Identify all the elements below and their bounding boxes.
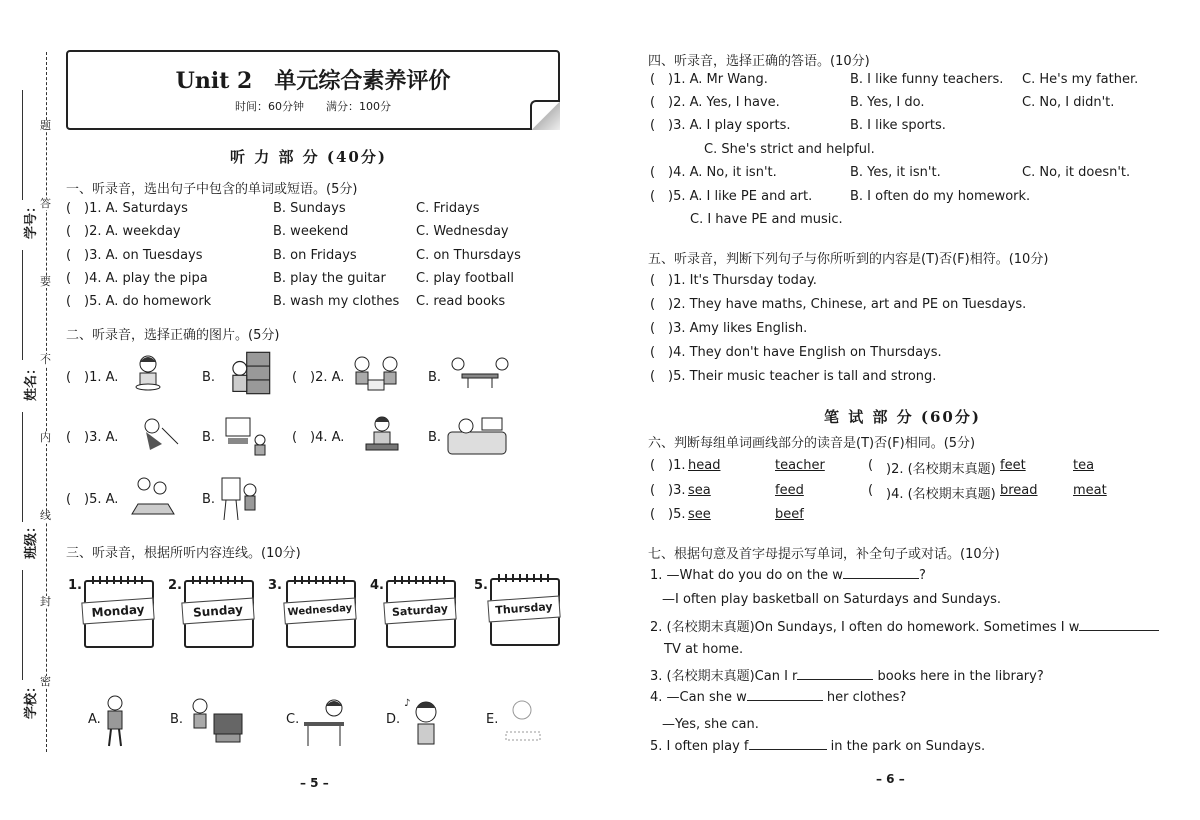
- s6-q3-w1: sea: [688, 483, 711, 498]
- section-1-title: 一、听录音，选出句子中包含的单词或短语。(5分): [66, 182, 358, 197]
- s4-paren[interactable]: (: [650, 118, 656, 133]
- s2-q2-b: B.: [428, 370, 442, 385]
- s5-q5: )5. Their music teacher is tall and strong.: [668, 369, 937, 384]
- boy-eating-picture: [128, 352, 168, 392]
- section-4-title: 四、听录音，选择正确的答语。(10分): [648, 54, 870, 69]
- s1-paren[interactable]: (: [66, 224, 72, 239]
- s2-q4-a: )4. A.: [310, 430, 345, 445]
- boy-bookshelf-picture: [226, 350, 272, 396]
- exam-info: 时间：60分钟 满分：100分: [235, 100, 391, 113]
- calendar-label: Sunday: [181, 598, 254, 625]
- s2-q1-a: )1. A.: [84, 370, 119, 385]
- calendar-wednesday: [286, 580, 356, 648]
- s6-q1-w2: teacher: [775, 458, 825, 473]
- calendar-label: Thursday: [487, 596, 560, 623]
- school-label: 学校：: [24, 679, 40, 720]
- binding-char: 内: [40, 431, 51, 444]
- name-line[interactable]: [22, 250, 23, 360]
- s3-letter: C.: [286, 712, 300, 727]
- s4-q5-b: B. I often do my homework.: [850, 189, 1031, 204]
- s4-q2-a: )2. A. Yes, I have.: [668, 95, 780, 110]
- cleaning-picture: [136, 414, 182, 454]
- family-picnic-picture: [128, 474, 178, 520]
- s7-q3-end: books here in the library?: [873, 669, 1044, 684]
- s4-q5-a: )5. A. I like PE and art.: [668, 189, 813, 204]
- s3-num: 2.: [168, 578, 182, 593]
- s4-q3-b: B. I like sports.: [850, 118, 946, 133]
- s1-q2: )2. A. weekday: [84, 224, 181, 239]
- s2-q3-a: )3. A.: [84, 430, 119, 445]
- s6-q4-w1: bread: [1000, 483, 1038, 498]
- s5-q2: )2. They have maths, Chinese, art and PE on Tuesdays.: [668, 297, 1027, 312]
- s7-q1: [650, 568, 926, 583]
- s6-q4-num: )4. (名校期末真题): [886, 487, 996, 502]
- page-number-left: – 5 –: [300, 776, 329, 790]
- page-number-right: – 6 –: [876, 772, 905, 786]
- s5-paren[interactable]: (: [650, 273, 656, 288]
- class-label: 班级：: [24, 519, 40, 560]
- s2-q1-b: B.: [202, 370, 216, 385]
- calendar-saturday: [386, 580, 456, 648]
- s1-q3: )3. A. on Tuesdays: [84, 248, 203, 263]
- s5-paren[interactable]: (: [650, 369, 656, 384]
- s5-paren[interactable]: (: [650, 345, 656, 360]
- s2-q2-a: )2. A.: [310, 370, 345, 385]
- s4-q3-c: C. She's strict and helpful.: [704, 142, 875, 157]
- s7-q4-blank[interactable]: [747, 700, 823, 701]
- s1-q1-b: B. Sundays: [273, 201, 346, 216]
- s6-q5-w2: beef: [775, 507, 804, 522]
- s5-paren[interactable]: (: [650, 321, 656, 336]
- girl-singing-picture: [400, 694, 450, 750]
- girl-sofa-picture: [446, 414, 508, 458]
- s5-q3: )3. Amy likes English.: [668, 321, 808, 336]
- s1-q2-c: C. Wednesday: [416, 224, 509, 239]
- s6-paren[interactable]: (: [650, 483, 656, 498]
- s1-q4-c: C. play football: [416, 271, 515, 286]
- binding-char: 密: [40, 675, 51, 688]
- s4-q1-b: B. I like funny teachers.: [850, 72, 1004, 87]
- s6-paren[interactable]: (: [650, 458, 656, 473]
- boy-desk-picture: [302, 696, 356, 748]
- unit-title: Unit 2 单元综合素养评价: [175, 68, 451, 94]
- s6-q2-w1: feet: [1000, 458, 1026, 473]
- s7-q2-text: 2. (名校期末真题)On Sundays, I often do homework. Sometimes I w: [650, 620, 1080, 635]
- section-5-title: 五、听录音，判断下列句子与你所听到的内容是(T)否(F)相符。(10分): [648, 252, 1049, 267]
- s4-paren[interactable]: (: [650, 165, 656, 180]
- ping-pong-picture: [448, 352, 512, 392]
- s4-q4-b: B. Yes, it isn't.: [850, 165, 941, 180]
- s4-q3-a: )3. A. I play sports.: [668, 118, 791, 133]
- s3-letter: B.: [170, 712, 184, 727]
- student-id-label: 学号：: [24, 199, 40, 240]
- s1-paren[interactable]: (: [66, 271, 72, 286]
- s2-paren[interactable]: (: [292, 370, 298, 385]
- s6-q2-w2: tea: [1073, 458, 1095, 473]
- s4-q1-a: )1. A. Mr Wang.: [668, 72, 768, 87]
- binding-char: 题: [40, 119, 51, 132]
- calendar-monday: [84, 580, 154, 648]
- section-7-title: 七、根据句意及首字母提示写单词，补全句子或对话。(10分): [648, 547, 1000, 562]
- boy-tv-picture: [186, 696, 246, 746]
- s3-letter: E.: [486, 712, 499, 727]
- s1-q5-c: C. read books: [416, 294, 506, 309]
- s7-q1-text: 1. —What do you do on the w: [650, 568, 843, 583]
- s5-paren[interactable]: (: [650, 297, 656, 312]
- class-line[interactable]: [22, 412, 23, 522]
- s1-q5-b: B. wash my clothes: [273, 294, 400, 309]
- s7-q2: [650, 616, 1159, 635]
- s7-q1-blank[interactable]: [843, 578, 919, 579]
- s4-q1-c: C. He's my father.: [1022, 72, 1139, 87]
- name-label: 姓名：: [24, 361, 40, 402]
- calendar-label: Saturday: [383, 598, 456, 625]
- boy-standing-picture: [100, 694, 130, 748]
- section-3-title: 三、听录音，根据所听内容连线。(10分): [66, 546, 301, 561]
- s6-paren[interactable]: (: [868, 458, 874, 473]
- binding-char: 要: [40, 275, 51, 288]
- binding-char: 线: [40, 509, 51, 522]
- s1-q4-b: B. play the guitar: [273, 271, 386, 286]
- s7-q2-blank[interactable]: [1079, 630, 1159, 631]
- s7-q4-text: 4. —Can she w: [650, 690, 747, 705]
- s6-q3-num: )3.: [668, 483, 686, 498]
- s3-num: 3.: [268, 578, 282, 593]
- s6-paren[interactable]: (: [650, 507, 656, 522]
- s7-q1-end: ?: [918, 568, 926, 583]
- s1-q3-c: C. on Thursdays: [416, 248, 521, 263]
- binding-char: 封: [40, 595, 51, 608]
- s1-paren[interactable]: (: [66, 294, 72, 309]
- writing-heading: 笔 试 部 分 (60分): [824, 408, 981, 426]
- s2-paren[interactable]: (: [66, 492, 72, 507]
- calendar-thursday: [490, 578, 560, 646]
- s5-q4: )4. They don't have English on Thursdays.: [668, 345, 942, 360]
- s4-q2-c: C. No, I didn't.: [1022, 95, 1115, 110]
- s7-q1-answer: —I often play basketball on Saturdays and Sundays.: [662, 592, 1002, 607]
- s2-q5-a: )5. A.: [84, 492, 119, 507]
- s2-q5-b: B.: [202, 492, 216, 507]
- calendar-label: Monday: [81, 598, 154, 625]
- s6-q5-num: )5.: [668, 507, 686, 522]
- s3-letter: D.: [386, 712, 401, 727]
- s6-q1-num: )1.: [668, 458, 686, 473]
- s1-q4: )4. A. play the pipa: [84, 271, 208, 286]
- listening-heading: 听 力 部 分 (40分): [230, 148, 387, 166]
- s2-paren[interactable]: (: [292, 430, 298, 445]
- binding-char: 不: [40, 353, 51, 366]
- s3-num: 4.: [370, 578, 384, 593]
- s1-q5: )5. A. do homework: [84, 294, 212, 309]
- s7-q3-text: 3. (名校期末真题)Can I r: [650, 669, 798, 684]
- s7-q4: [650, 690, 906, 705]
- kids-playing-picture: [350, 352, 402, 396]
- s2-paren[interactable]: (: [66, 430, 72, 445]
- s6-q3-w2: feed: [775, 483, 804, 498]
- s7-q3-blank[interactable]: [797, 679, 873, 680]
- s2-paren[interactable]: (: [66, 370, 72, 385]
- s7-q5: [650, 739, 985, 754]
- boy-painting-picture: [218, 474, 262, 524]
- s7-q5-text: 5. I often play f: [650, 739, 749, 754]
- s7-q4-end: her clothes?: [822, 690, 907, 705]
- s4-paren[interactable]: (: [650, 72, 656, 87]
- s7-q4-answer: —Yes, she can.: [662, 717, 759, 732]
- child-sleeping-picture: [502, 696, 544, 748]
- page-curl-icon: [530, 100, 560, 130]
- student-id-line[interactable]: [22, 90, 23, 200]
- s2-q4-b: B.: [428, 430, 442, 445]
- school-line[interactable]: [22, 570, 23, 680]
- calendar-label: Wednesday: [283, 598, 356, 625]
- s7-q3: [650, 665, 1044, 684]
- s4-paren[interactable]: (: [650, 95, 656, 110]
- girl-cooking-picture: [360, 414, 404, 456]
- s5-q1: )1. It's Thursday today.: [668, 273, 817, 288]
- binding-char: 答: [40, 197, 51, 210]
- svg-text:♪: ♪: [404, 698, 411, 709]
- section-2-title: 二、听录音，选择正确的图片。(5分): [66, 328, 280, 343]
- s1-q2-b: B. weekend: [273, 224, 349, 239]
- s4-q2-b: B. Yes, I do.: [850, 95, 925, 110]
- s6-q1-w1: head: [688, 458, 721, 473]
- section-6-title: 六、判断每组单词画线部分的读音是(T)否(F)相同。(5分): [648, 436, 976, 451]
- s6-q2-num: )2. (名校期末真题): [886, 462, 996, 477]
- s6-q4-w2: meat: [1073, 483, 1107, 498]
- calendar-sunday: [184, 580, 254, 648]
- s1-paren[interactable]: (: [66, 201, 72, 216]
- s4-q5-c: C. I have PE and music.: [690, 212, 843, 227]
- binding-line: [46, 52, 47, 752]
- s1-paren[interactable]: (: [66, 248, 72, 263]
- s7-q5-end: in the park on Sundays.: [826, 739, 986, 754]
- tv-watching-picture: [222, 414, 270, 460]
- s3-letter: A.: [88, 712, 101, 727]
- title-banner: [66, 50, 560, 130]
- s1-q1-c: C. Fridays: [416, 201, 480, 216]
- s6-paren[interactable]: (: [868, 483, 874, 498]
- s4-paren[interactable]: (: [650, 189, 656, 204]
- s1-q3-b: B. on Fridays: [273, 248, 357, 263]
- s3-num: 5.: [474, 578, 488, 593]
- s1-q1: )1. A. Saturdays: [84, 201, 188, 216]
- s3-num: 1.: [68, 578, 82, 593]
- s4-q4-a: )4. A. No, it isn't.: [668, 165, 777, 180]
- s2-q3-b: B.: [202, 430, 216, 445]
- s7-q5-blank[interactable]: [749, 749, 827, 750]
- s6-q5-w1: see: [688, 507, 711, 522]
- s7-q2-cont: TV at home.: [664, 642, 744, 657]
- s4-q4-c: C. No, it doesn't.: [1022, 165, 1131, 180]
